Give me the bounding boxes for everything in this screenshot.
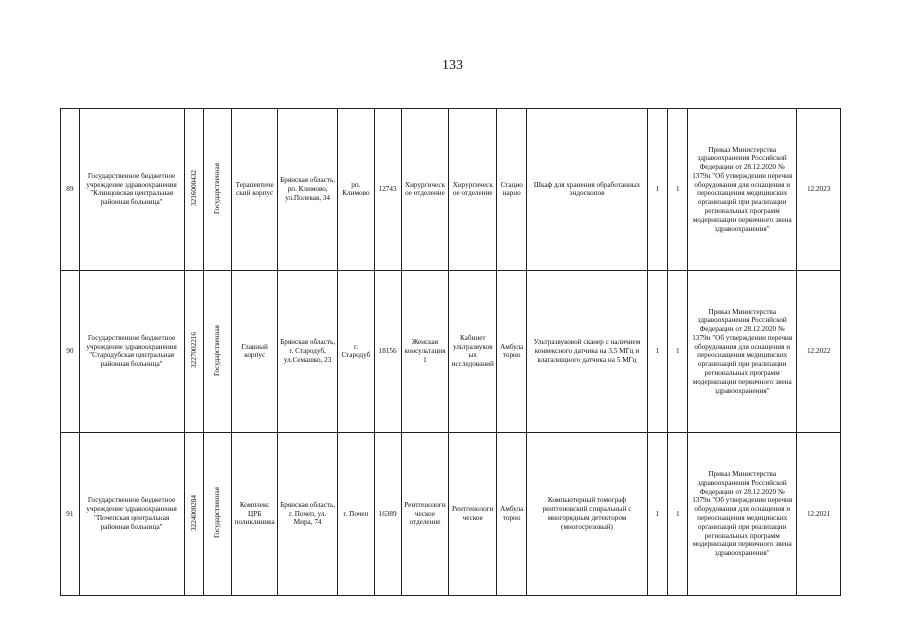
quantity-cell: 1 <box>647 270 668 432</box>
unit-cell: Рентгенологическое <box>449 432 497 595</box>
care-type-cell: Амбулаторно <box>497 270 527 432</box>
department-cell: Рентгенологическое отделение <box>401 432 449 595</box>
unit-cell: Хирургическое отделение <box>449 109 497 271</box>
table-row <box>61 270 841 432</box>
care-type-cell: Амбулаторно <box>497 432 527 595</box>
equipment-table <box>60 108 841 596</box>
equipment-cell: Компьютерный томограф рентгеновский спиральный с многорядным детектором (многосрезовый) <box>527 432 647 595</box>
organization-cell: Государственное бюджетное учреждение здравоохранения "Почепская центральная районная больница" <box>79 432 184 595</box>
address-cell: Брянская область, г. Стародуб, ул.Семашко, 23 <box>278 270 338 432</box>
basis-cell: Приказ Министерства здравоохранения Российской Федерации от 28.12.2020 № 1379н "Об утверждении перечня оборудования для оснащения и переоснащения медицинских организаций при реализации региональных программ модернизации первичного звена здравоохранения" <box>688 270 797 432</box>
building-cell: Главный корпус <box>232 270 278 432</box>
date-cell: 12.2021 <box>797 432 841 595</box>
department-cell: Хирургическое отделение <box>401 109 449 271</box>
unit-cell: Кабинет ультразвуковых исследований <box>449 270 497 432</box>
page-number: 133 <box>442 58 463 73</box>
ownership-cell-text: Государственная <box>213 487 222 539</box>
quantity-cell: 1 <box>668 432 688 595</box>
quantity-cell: 1 <box>647 109 668 271</box>
quantity-cell: 1 <box>647 432 668 595</box>
id-cell: 12743 <box>374 109 401 271</box>
ownership-cell <box>204 270 232 432</box>
ownership-cell <box>204 109 232 271</box>
row-number: 90 <box>61 270 80 432</box>
row-number: 91 <box>61 432 80 595</box>
quantity-cell: 1 <box>668 109 688 271</box>
code-cell <box>184 109 204 271</box>
ownership-cell-text: Государственная <box>213 162 222 214</box>
code-cell <box>184 270 204 432</box>
locality-cell: г. Почеп <box>338 432 374 595</box>
care-type-cell: Стационарно <box>497 109 527 271</box>
organization-cell: Государственное бюджетное учреждение здравоохранения "Стародубская центральная районная больница" <box>79 270 184 432</box>
ownership-cell-text: Государственная <box>213 324 222 376</box>
code-cell-text: 3227002216 <box>189 332 198 368</box>
department-cell: Женская консультация 1 <box>401 270 449 432</box>
table-row <box>61 432 841 595</box>
quantity-cell: 1 <box>668 270 688 432</box>
basis-cell: Приказ Министерства здравоохранения Российской Федерации от 28.12.2020 № 1379н "Об утверждении перечня оборудования для оснащения и переоснащения медицинских организаций при реализации региональных программ модернизации первичного звена здравоохранения" <box>688 432 797 595</box>
basis-cell: Приказ Министерства здравоохранения Российской Федерации от 28.12.2020 № 1379н "Об утверждении перечня оборудования для оснащения и переоснащения медицинских организаций при реализации региональных программ модернизации первичного звена здравоохранения" <box>688 109 797 271</box>
building-cell: Терапевтический корпус <box>232 109 278 271</box>
code-cell-text: 3216000432 <box>189 170 198 207</box>
id-cell: 16389 <box>374 432 401 595</box>
row-number: 89 <box>61 109 80 271</box>
ownership-cell <box>204 432 232 595</box>
address-cell: Брянская область, рп. Климово, ул.Полевая, 34 <box>278 109 338 271</box>
building-cell: Комплекс ЦРБ поликлиника <box>232 432 278 595</box>
date-cell: 12.2022 <box>797 270 841 432</box>
id-cell: 18156 <box>374 270 401 432</box>
address-cell: Брянская область, г. Почеп, ул. Мира, 74 <box>278 432 338 595</box>
date-cell: 12.2023 <box>797 109 841 271</box>
organization-cell: Государственное бюджетное учреждение здравоохранения "Клинцовская центральная районная больница" <box>79 109 184 271</box>
equipment-cell: Ультразвуковой сканер с наличием конвексного датчика на 3,5 МГц и влагалищного датчика на 5 МГц <box>527 270 647 432</box>
table-row <box>61 109 841 271</box>
code-cell <box>184 432 204 595</box>
locality-cell: рп. Климово <box>338 109 374 271</box>
locality-cell: г. Стародуб <box>338 270 374 432</box>
code-cell-text: 3224000284 <box>189 494 198 531</box>
equipment-cell: Шкаф для хранения обработанных эндоскопов <box>527 109 647 271</box>
